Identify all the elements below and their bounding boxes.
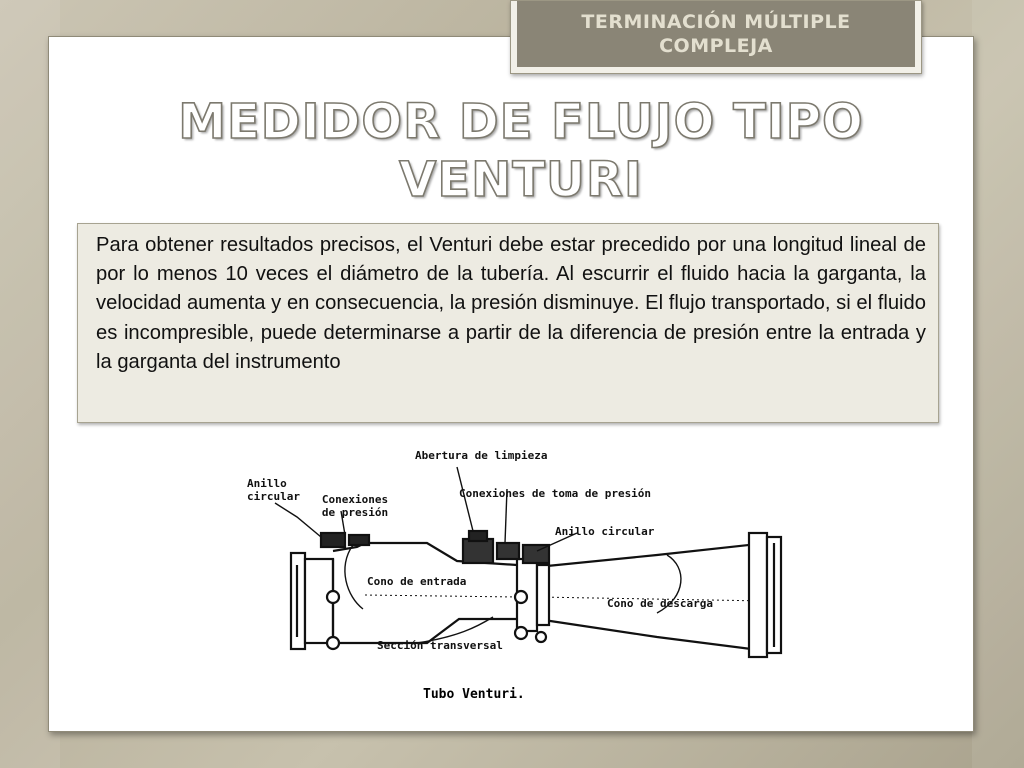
header-tag-text: TERMINACIÓN MÚLTIPLE COMPLEJA: [581, 11, 851, 57]
venturi-diagram: [237, 447, 797, 715]
header-tag: [510, 0, 922, 74]
label-anillo-circular-right: Anillo circular: [555, 525, 655, 538]
slide-title: MEDIDOR DE FLUJO TIPO VENTURI: [178, 94, 864, 208]
label-seccion-transversal: Sección transversal: [377, 639, 503, 652]
label-cono-descarga: Cono de descarga: [607, 597, 713, 610]
diagram-caption: Tubo Venturi.: [423, 687, 525, 702]
label-anillo-circular-left: Anillo circular: [247, 477, 300, 503]
label-conexiones-toma: Conexiones de toma de presión: [459, 487, 652, 500]
slide-panel: [48, 36, 974, 732]
body-paragraph: Para obtener resultados precisos, el Venturi debe estar precedido por una longitud lineal de por lo menos 10 veces el diámetro de la tubería. Al escurrir el fluido hacia la garganta, la velocidad aumenta y en consecuencia, la presión disminuye. El flujo transportado, si el fluido es incompresible, puede determinarse a partir de la diferencia de presión entre la entrada y la garganta del instrumento: [96, 234, 926, 373]
label-cono-entrada: Cono de entrada: [367, 575, 467, 588]
background-facet: [972, 0, 1024, 768]
header-tag-inner: [517, 1, 915, 67]
label-conexiones-presion: Conexiones de presión: [321, 493, 389, 519]
label-abertura-limpieza: Abertura de limpieza: [415, 449, 548, 462]
body-text-box: [77, 223, 939, 423]
